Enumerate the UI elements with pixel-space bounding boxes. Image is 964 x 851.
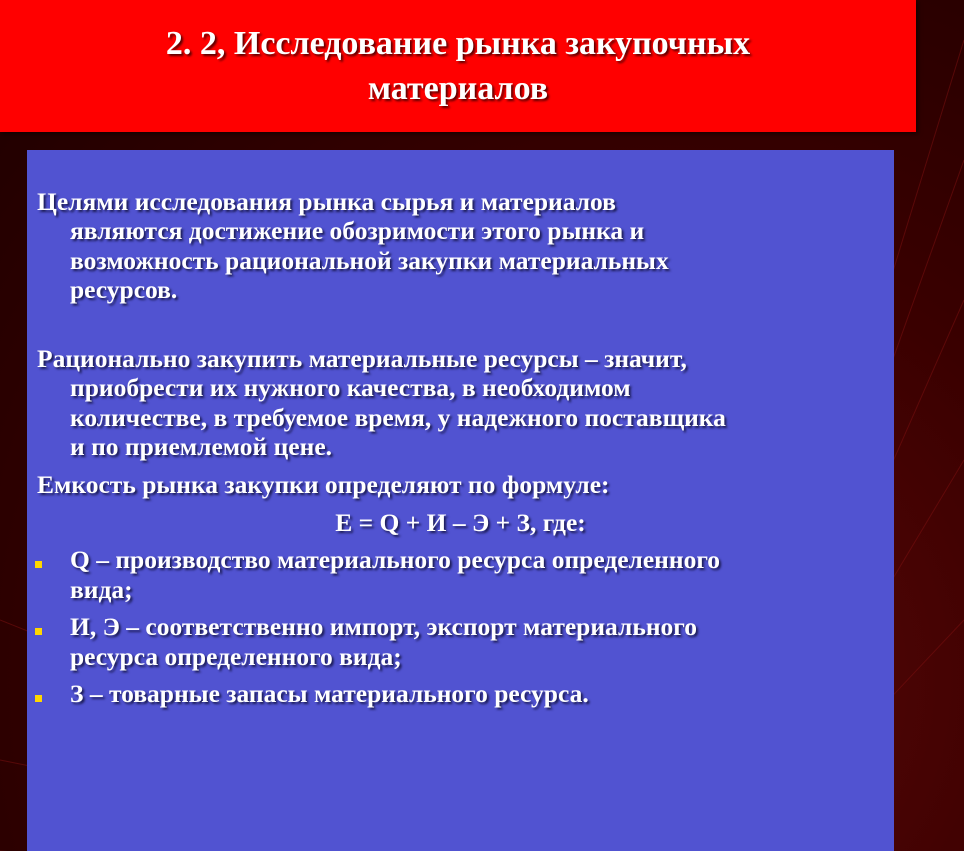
paragraph-1-line-2: являются достижение обозримости этого рынка и — [70, 216, 645, 245]
bullet-square-icon — [35, 561, 42, 568]
paragraph-2-line-2: приобрести их нужного качества, в необходимом — [70, 373, 631, 402]
bullet-2-line-1: И, Э – соответственно импорт, экспорт материального — [70, 612, 697, 641]
paragraph-2-line-4: и по приемлемой цене. — [70, 432, 333, 461]
title-line-1: 2. 2, Исследование рынка закупочных — [165, 25, 751, 62]
bullet-square-icon — [35, 628, 42, 635]
capacity-intro: Емкость рынка закупки определяют по формуле: — [37, 470, 610, 499]
title-line-2: материалов — [367, 70, 549, 107]
bullet-square-icon — [35, 695, 42, 702]
formula: Е = Q + И – Э + З, где: — [335, 508, 586, 537]
paragraph-1-line-1: Целями исследования рынка сырья и материалов — [37, 187, 616, 216]
bullet-1-line-1: Q – производство материального ресурса определенного — [70, 545, 721, 574]
bullet-2-line-2: ресурса определенного вида; — [70, 642, 402, 671]
slide-title — [0, 21, 916, 111]
paragraph-1-line-4: ресурсов. — [70, 275, 178, 304]
paragraph-2-line-1: Рационально закупить материальные ресурсы – значит, — [37, 344, 687, 373]
bullet-1-line-2: вида; — [70, 575, 133, 604]
bullet-3-line-1: З – товарные запасы материального ресурса. — [70, 679, 589, 708]
paragraph-2-line-3: количестве, в требуемое время, у надежного поставщика — [70, 403, 726, 432]
paragraph-1-line-3: возможность рациональной закупки материальных — [70, 246, 669, 275]
title-banner — [0, 0, 916, 132]
